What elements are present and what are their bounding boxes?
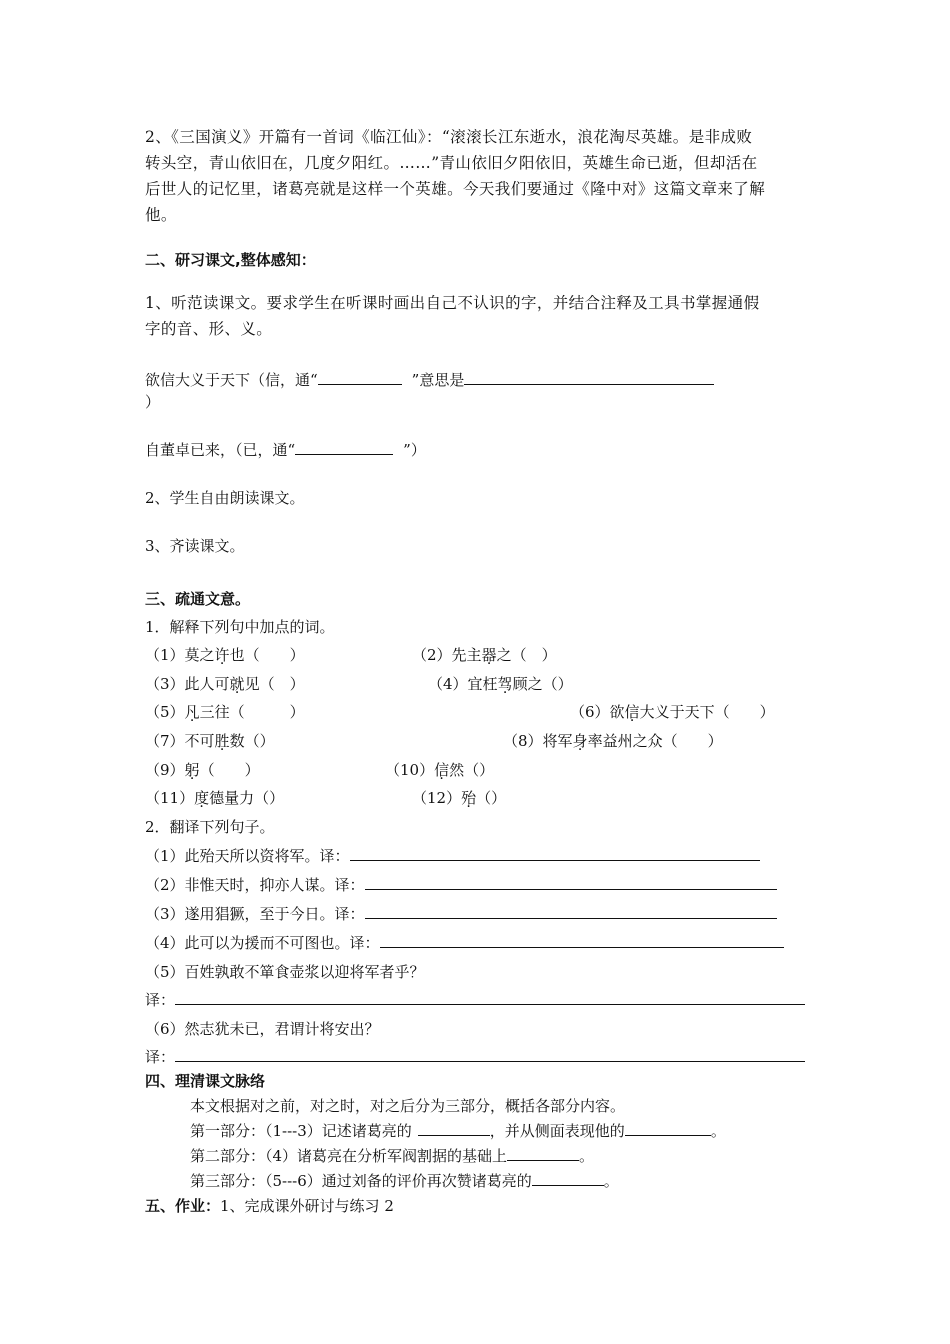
section2-item1-line2: 字的音、形、义。 xyxy=(145,320,273,338)
w5-post: 三往（ ） xyxy=(199,703,305,721)
t5-yi: 译： xyxy=(145,991,176,1009)
section4-part1 xyxy=(190,1121,726,1141)
w11-dotted-word: 度 xyxy=(194,789,210,807)
q1-blank-1[interactable] xyxy=(318,370,402,385)
w11-post: 德量力（） xyxy=(209,789,285,807)
section3-sub1: 1．解释下列句中加点的词。 xyxy=(145,618,335,636)
q1-text-a: 欲信大义于天下（信，通“ xyxy=(145,371,318,389)
w2-dotted-word: 器 xyxy=(481,646,497,664)
w8-post: 率益州之众（ ） xyxy=(587,732,723,750)
q2-blank[interactable] xyxy=(295,440,393,455)
w1-dotted-word: 许 xyxy=(214,646,230,664)
intro-line-3: 后世人的记忆里，诸葛亮就是这样一个英雄。今天我们要通过《隆中对》这篇文章来了解 xyxy=(145,180,766,198)
w5-pre: （5） xyxy=(145,703,185,721)
translate-item-6-answer xyxy=(145,1047,805,1067)
w4-dotted-word: 驾 xyxy=(497,675,513,693)
w10-pre: （10） xyxy=(385,761,435,779)
word-item-10 xyxy=(385,760,494,780)
w12-pre: （12） xyxy=(412,789,462,807)
w4-pre: （4）宜枉 xyxy=(428,675,498,693)
w11-pre: （11） xyxy=(145,789,195,807)
t6-answer-line[interactable] xyxy=(175,1047,805,1062)
word-item-9 xyxy=(145,760,260,780)
section3-sub2: 2．翻译下列句子。 xyxy=(145,818,275,836)
p2-blank[interactable] xyxy=(507,1146,579,1161)
word-item-8 xyxy=(503,731,723,751)
w1-pre: （1）莫之 xyxy=(145,646,215,664)
w4-post: 顾之（） xyxy=(512,675,573,693)
q2-text-a: 自董卓已来，（已，通“ xyxy=(145,441,296,459)
q2-text-b: ”） xyxy=(403,441,426,459)
p3-blank[interactable] xyxy=(532,1171,604,1186)
p2-text-b: 。 xyxy=(579,1147,595,1165)
w9-dotted-word: 躬 xyxy=(184,761,200,779)
p1-text-b: ，并从侧面表现他的 xyxy=(489,1122,625,1140)
w7-pre: （7）不可 xyxy=(145,732,215,750)
section5-heading: 五、作业： xyxy=(145,1197,221,1215)
section4-heading: 四、理清课文脉络 xyxy=(145,1072,266,1090)
word-item-6 xyxy=(570,702,775,722)
translate-item-3 xyxy=(145,904,777,924)
t1-text: （1）此殆天所以资将军。译： xyxy=(145,847,350,865)
q1-text-b: ”意思是 xyxy=(411,371,465,389)
section2-item1 xyxy=(145,290,805,342)
section2-item3: 3、齐读课文。 xyxy=(145,537,245,555)
tongjia-question-1 xyxy=(145,370,714,390)
translate-item-4 xyxy=(145,933,784,953)
section4-part3 xyxy=(190,1171,619,1191)
p3-text-a: 第三部分：（5---6）通过刘备的评价再次赞诸葛亮的 xyxy=(190,1172,532,1190)
w9-post: （ ） xyxy=(199,761,260,779)
w3-pre: （3）此人可 xyxy=(145,675,230,693)
w8-dotted-word: 身 xyxy=(572,732,588,750)
w10-dotted-word: 信 xyxy=(434,761,450,779)
t2-answer-line[interactable] xyxy=(365,875,777,890)
word-item-12 xyxy=(412,788,506,808)
section5-text: 1、完成课外研讨与练习 2 xyxy=(220,1197,394,1215)
p1-text-c: 。 xyxy=(710,1122,726,1140)
p1-text-a: 第一部分：（1---3）记述诸葛亮的 xyxy=(190,1122,412,1140)
section2-heading: 二、研习课文,整体感知： xyxy=(145,251,316,269)
t1-answer-line[interactable] xyxy=(350,846,760,861)
w10-post: 然（） xyxy=(449,761,495,779)
p1-blank-1[interactable] xyxy=(418,1121,490,1136)
translate-item-1 xyxy=(145,846,760,866)
w5-dotted-word: 凡 xyxy=(184,703,200,721)
intro-line-4: 他。 xyxy=(145,206,177,224)
word-item-11 xyxy=(145,788,284,808)
section3-heading: 三、疏通文意。 xyxy=(145,590,251,608)
translate-item-5: （5）百姓孰敢不箪食壶浆以迎将军者乎？ xyxy=(145,963,425,981)
word-item-5 xyxy=(145,702,305,722)
section4-part2 xyxy=(190,1146,594,1166)
intro-line-2: 转头空，青山依旧在，几度夕阳红。……”青山依旧夕阳依旧，英雄生命已逝，但却活在 xyxy=(145,154,758,172)
w3-post: 见（ ） xyxy=(244,675,305,693)
w3-dotted-word: 就 xyxy=(229,675,245,693)
t4-text: （4）此可以为援而不可图也。译： xyxy=(145,934,380,952)
word-item-2 xyxy=(412,645,557,665)
w6-pre: （6）欲 xyxy=(570,703,625,721)
t2-text: （2）非惟天时，抑亦人谋。译： xyxy=(145,876,365,894)
section4-intro: 本文根据对之前，对之时，对之后分为三部分，概括各部分内容。 xyxy=(190,1097,626,1115)
intro-line-1: 2、《三国演义》开篇有一首词《临江仙》：“滚滚长江东逝水，浪花淘尽英雄。是非成败 xyxy=(145,128,753,146)
translate-item-5-answer xyxy=(145,990,805,1010)
section2-item1-line1: 1、听范读课文。要求学生在听课时画出自己不认识的字，并结合注释及工具书掌握通假 xyxy=(145,294,760,312)
translate-item-6: （6）然志犹未已，君谓计将安出？ xyxy=(145,1020,380,1038)
t3-text: （3）遂用猖獗，至于今日。译： xyxy=(145,905,365,923)
w12-dotted-word: 殆 xyxy=(461,789,477,807)
t6-yi: 译： xyxy=(145,1048,176,1066)
p1-blank-2[interactable] xyxy=(625,1121,711,1136)
w7-post: 数（） xyxy=(229,732,275,750)
word-item-1 xyxy=(145,645,305,665)
section2-item2: 2、学生自由朗读课文。 xyxy=(145,489,305,507)
translate-item-2 xyxy=(145,875,777,895)
w6-dotted-word: 信 xyxy=(624,703,640,721)
w1-post: 也（ ） xyxy=(229,646,305,664)
word-item-3 xyxy=(145,674,305,694)
p2-text-a: 第二部分：（4）诸葛亮在分析军阀割据的基础上 xyxy=(190,1147,508,1165)
w2-post: 之（ ） xyxy=(496,646,557,664)
w8-pre: （8）将军 xyxy=(503,732,573,750)
tongjia-question-2 xyxy=(145,440,426,460)
t4-answer-line[interactable] xyxy=(380,933,784,948)
w12-post: （） xyxy=(476,789,507,807)
t3-answer-line[interactable] xyxy=(365,904,777,919)
word-item-7 xyxy=(145,731,275,751)
w9-pre: （9） xyxy=(145,761,185,779)
w2-pre: （2）先主 xyxy=(412,646,482,664)
word-item-4 xyxy=(428,674,573,694)
w7-dotted-word: 胜 xyxy=(214,732,230,750)
w6-post: 大义于天下（ ） xyxy=(639,703,775,721)
t5-answer-line[interactable] xyxy=(175,990,805,1005)
section5-line xyxy=(145,1196,394,1216)
p3-text-b: 。 xyxy=(603,1172,619,1190)
intro-paragraph xyxy=(145,124,805,228)
q1-close-paren: ） xyxy=(145,393,161,411)
q1-blank-2[interactable] xyxy=(464,370,714,385)
